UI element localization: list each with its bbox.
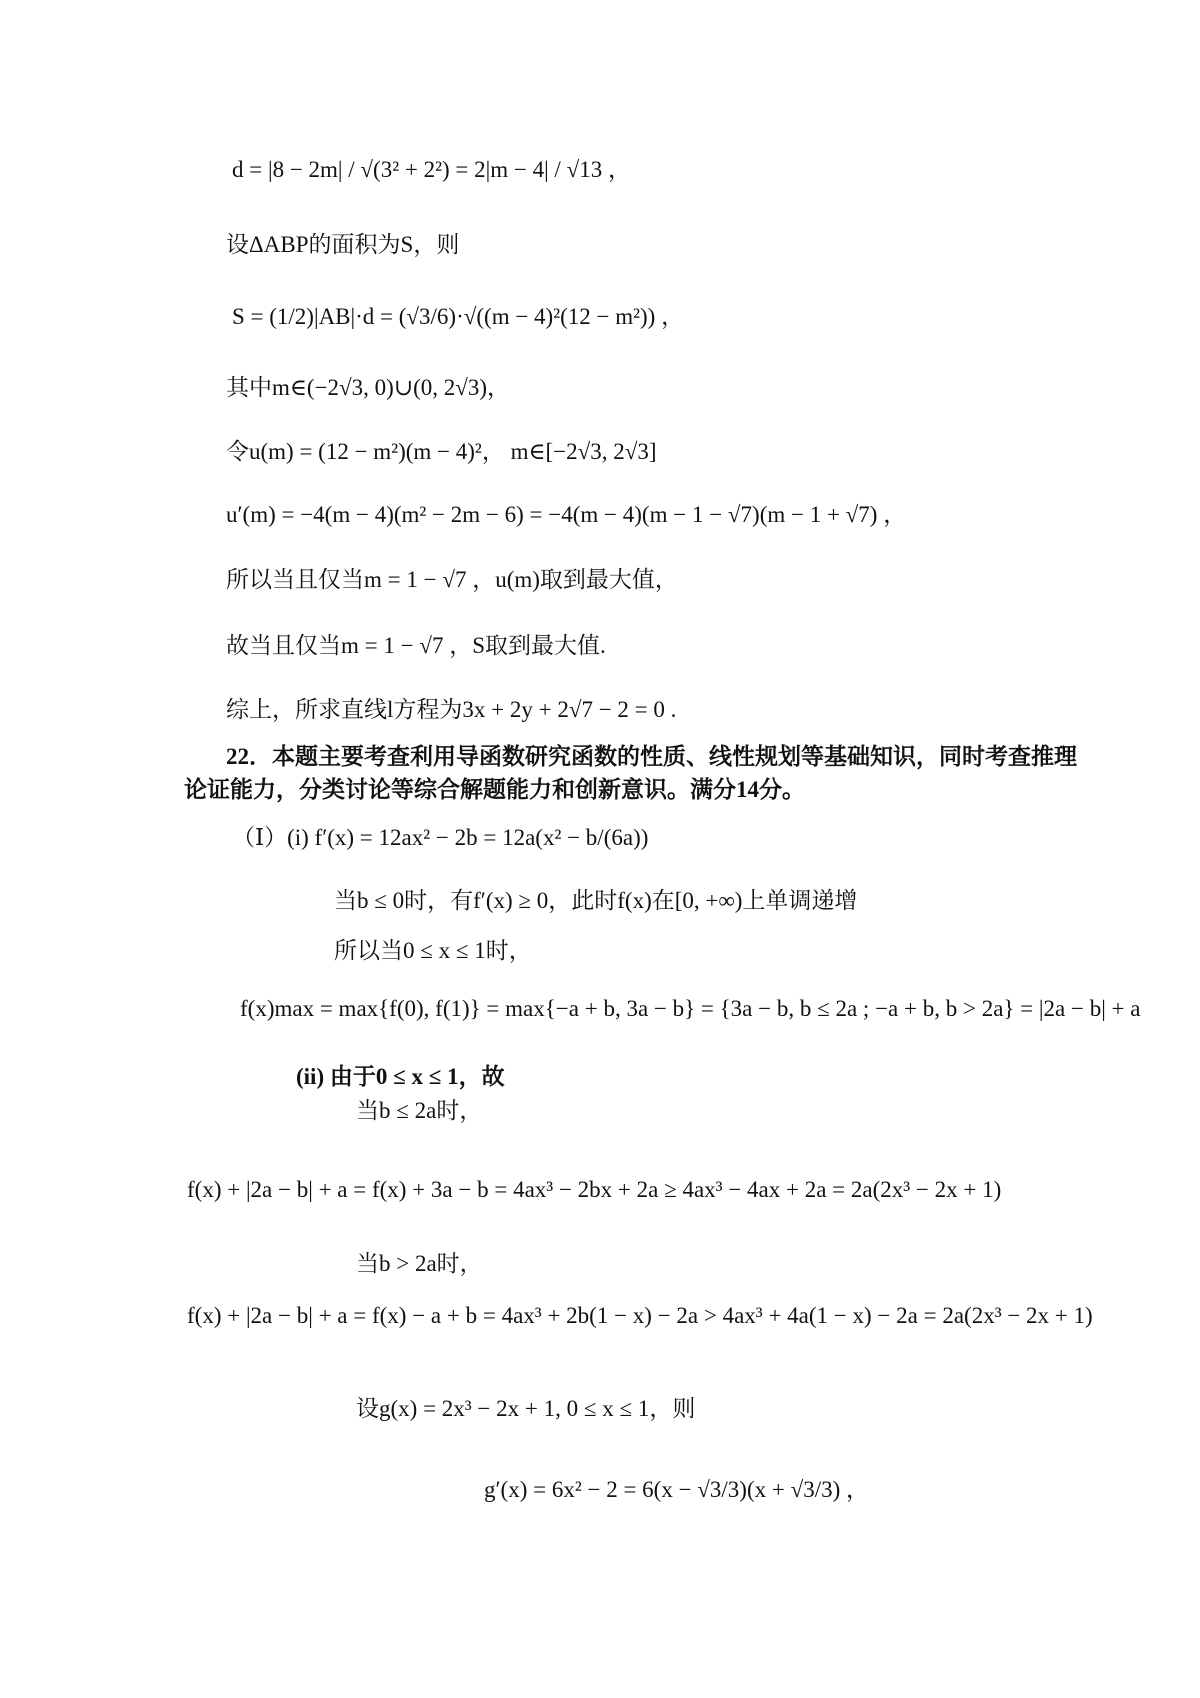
text-line: f(x) + |2a − b| + a = f(x) − a + b = 4ax³ + 2b(1 − x) − 2a > 4ax³ + 4a(1 − x) − 2a = 2a(2x³ − 2x + 1)	[187, 1303, 1093, 1328]
text-line: 令u(m) = (12 − m²)(m − 4)²， m∈[−2√3, 2√3]	[226, 439, 657, 464]
text-line: f(x) + |2a − b| + a = f(x) + 3a − b = 4ax³ − 2bx + 2a ≥ 4ax³ − 4ax + 2a = 2a(2x³ − 2x + 1)	[187, 1177, 1002, 1202]
text-line: 当b > 2a时，	[356, 1251, 483, 1276]
text-line: (ii) 由于0 ≤ x ≤ 1，故	[296, 1064, 505, 1089]
text-line: u′(m) = −4(m − 4)(m² − 2m − 6) = −4(m − 4)(m − 1 − √7)(m − 1 + √7) ，	[226, 502, 907, 527]
text-line: S = (1/2)|AB|·d = (√3/6)·√((m − 4)²(12 − m²)) ，	[232, 304, 685, 329]
text-line: 当b ≤ 0时，有f′(x) ≥ 0，此时f(x)在[0, +∞)上单调递增	[334, 888, 858, 913]
text-line: 当b ≤ 2a时，	[356, 1098, 483, 1123]
text-line: 22．本题主要考查利用导函数研究函数的性质、线性规划等基础知识，同时考查推理	[226, 744, 1077, 769]
text-line: 所以当0 ≤ x ≤ 1时，	[334, 938, 532, 963]
text-line: 论证能力，分类讨论等综合解题能力和创新意识。满分14分。	[184, 777, 805, 802]
text-line: 设ΔABP的面积为S，则	[226, 232, 460, 257]
text-line: g′(x) = 6x² − 2 = 6(x − √3/3)(x + √3/3) ，	[484, 1477, 870, 1502]
text-line: d = |8 − 2m| / √(3² + 2²) = 2|m − 4| / √13 ，	[232, 157, 631, 182]
text-line: 设g(x) = 2x³ − 2x + 1, 0 ≤ x ≤ 1，则	[356, 1396, 696, 1421]
text-line: 其中m∈(−2√3, 0)∪(0, 2√3)，	[226, 375, 511, 400]
text-line: 故当且仅当m = 1 − √7 ，S取到最大值.	[226, 633, 606, 658]
text-line: 综上，所求直线l方程为3x + 2y + 2√7 − 2 = 0 .	[226, 697, 677, 722]
text-line: f(x)max = max{f(0), f(1)} = max{−a + b, 3a − b} = {3a − b, b ≤ 2a ; −a + b, b > 2a} = |2a − b| + a	[240, 996, 1141, 1021]
text-line: 所以当且仅当m = 1 − √7 ，u(m)取到最大值，	[226, 567, 678, 592]
text-line: （Ⅰ）(i) f′(x) = 12ax² − 2b = 12a(x² − b/(6a))	[232, 825, 649, 850]
